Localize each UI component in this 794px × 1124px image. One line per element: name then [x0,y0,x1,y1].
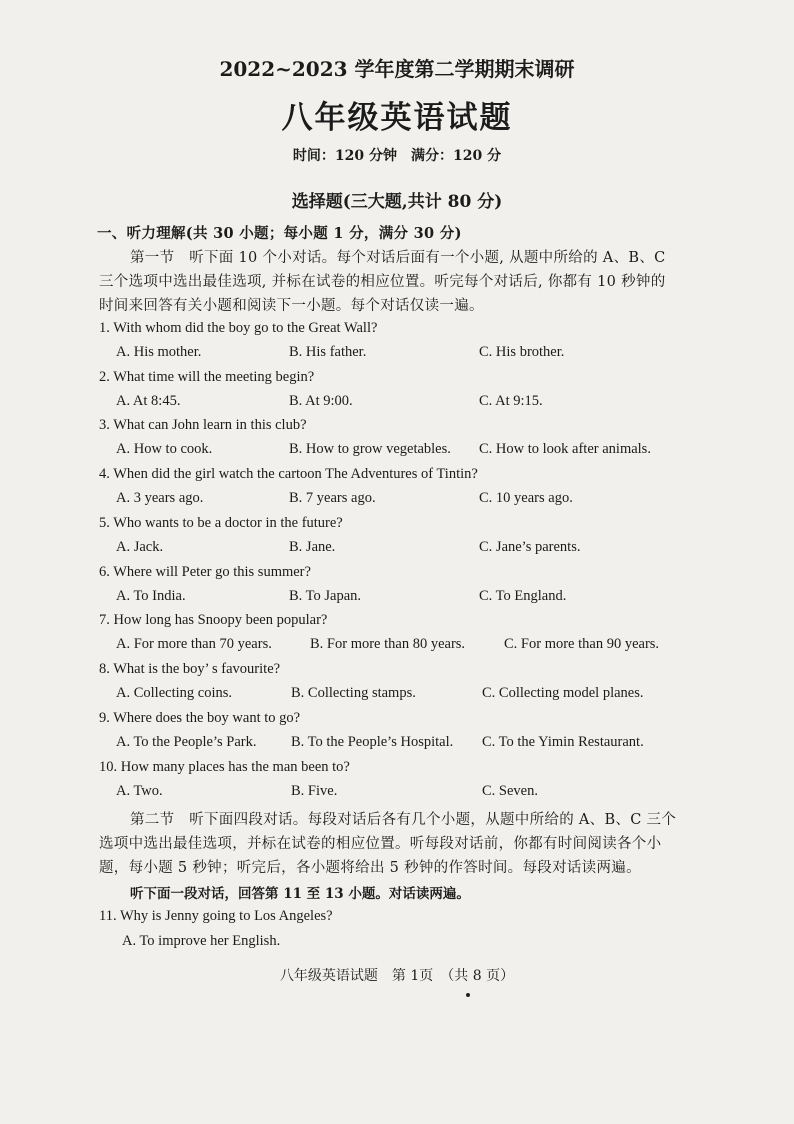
question-4-option-b: B. 7 years ago. [289,490,376,506]
section-heading: 选择题(三大题,共计 80 分) [291,192,503,212]
question-10-option-b: B. Five. [291,783,338,799]
time-score-info: 时间：120 分钟 满分：120 分 [292,148,502,164]
page-footer: 八年级英语试题 第 1页 （共 8 页） [279,968,515,984]
question-9-option-b: B. To the People’s Hospital. [291,734,454,750]
question-3: 3. What can John learn in this club? [99,417,307,433]
dialogue-note: 听下面一段对话，回答第 11 至 13 小题。对话读两遍。 [130,886,470,902]
question-7-option-c: C. For more than 90 years. [504,636,660,652]
question-8: 8. What is the boy’ s favourite? [99,661,281,677]
question-4-option-a: A. 3 years ago. [116,490,204,506]
question-10-option-a: A. Two. [116,783,163,799]
question-5-option-b: B. Jane. [289,539,336,555]
question-11: 11. Why is Jenny going to Los Angeles? [99,908,333,924]
question-2: 2. What time will the meeting begin? [99,369,315,385]
question-9-option-a: A. To the People’s Park. [116,734,257,750]
section2-instructions-line1: 第二节 听下面四段对话。每段对话后各有几个小题，从题中所给的 A、B、C 三个 [130,812,677,828]
question-10-option-c: C. Seven. [482,783,538,799]
question-8-option-c: C. Collecting model planes. [482,685,644,701]
question-7-option-b: B. For more than 80 years. [310,636,466,652]
question-3-option-b: B. How to grow vegetables. [289,441,451,457]
question-2-option-a: A. At 8:45. [116,393,181,409]
question-6: 6. Where will Peter go this summer? [99,564,311,580]
footer-dot [466,993,470,997]
question-5: 5. Who wants to be a doctor in the future? [99,515,343,531]
question-6-option-c: C. To England. [479,588,567,604]
question-9-option-c: C. To the Yimin Restaurant. [482,734,644,750]
question-1: 1. With whom did the boy go to the Great Wall? [99,320,378,336]
question-3-option-c: C. How to look after animals. [479,441,651,457]
question-7: 7. How long has Snoopy been popular? [99,612,328,628]
question-8-option-b: B. Collecting stamps. [291,685,416,701]
question-1-option-b: B. His father. [289,344,367,360]
question-2-option-b: B. At 9:00. [289,393,353,409]
exam-title-main: 八年级英语试题 [281,100,513,136]
question-9: 9. Where does the boy want to go? [99,710,301,726]
question-6-option-b: B. To Japan. [289,588,362,604]
exam-title-term: 2022~2023 学年度第二学期期末调研 [219,57,575,81]
section1-instructions-line3: 时间来回答有关小题和阅读下一小题。每个对话仅读一遍。 [99,298,484,314]
question-1-option-c: C. His brother. [479,344,565,360]
question-10: 10. How many places has the man been to? [99,759,350,775]
part1-heading: 一、听力理解(共 30 小题；每小题 1 分，满分 30 分) [97,225,462,242]
section1-instructions-line1: 第一节 听下面 10 个小对话。每个对话后面有一个小题, 从题中所给的 A、B、C [130,250,666,266]
question-4-option-c: C. 10 years ago. [479,490,573,506]
question-4: 4. When did the girl watch the cartoon The Adventures of Tintin? [99,466,478,482]
section1-instructions-line2: 三个选项中选出最佳选项, 并标在试卷的相应位置。听完每个对话后, 你都有 10 秒钟的 [99,274,666,290]
question-5-option-a: A. Jack. [116,539,164,555]
question-5-option-c: C. Jane’s parents. [479,539,581,555]
question-1-option-a: A. His mother. [116,344,202,360]
question-3-option-a: A. How to cook. [116,441,213,457]
question-2-option-c: C. At 9:15. [479,393,543,409]
section2-instructions-line3: 题，每小题 5 秒钟；听完后，各小题将给出 5 秒钟的作答时间。每段对话读两遍。 [99,860,641,876]
question-7-option-a: A. For more than 70 years. [116,636,272,652]
question-8-option-a: A. Collecting coins. [116,685,232,701]
question-11-option-a: A. To improve her English. [122,933,281,949]
question-6-option-a: A. To India. [116,588,186,604]
section2-instructions-line2: 选项中选出最佳选项，并标在试卷的相应位置。听每段对话前，你都有时间阅读各个小 [99,836,662,852]
